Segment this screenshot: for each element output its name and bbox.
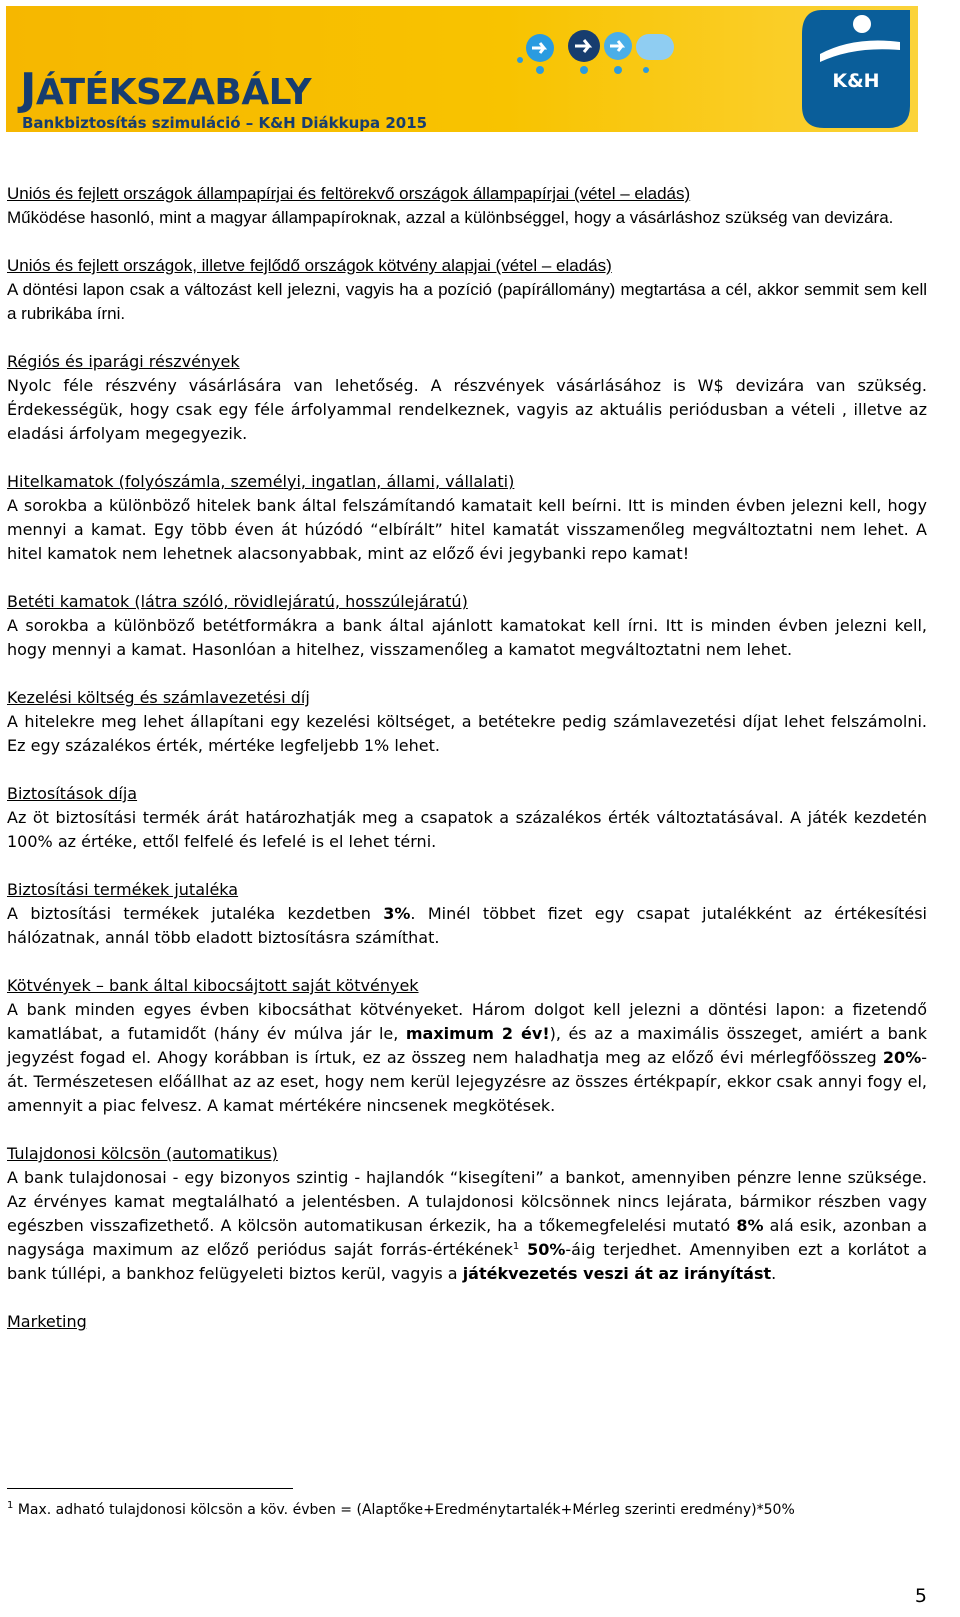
section-text: A bank tulajdonosai - egy bizonyos szintig - hajlandók “kisegíteni” a bankot, amennyiben pénzre lenne szüksége. Az érvényes kamat megtalálható a jelentésben. A tulajdonosi kölcsönnek nincs lejárata, bármikor részben vagy egészben visszafizethető. A kölcsön automatikusan érkezik, ha a tőkemegfelelési mutató 8% alá esik, azonban a nagysága maximum az előző periódus saját forrás-értékének$^1$ 50%-áig terjedhet. Amennyiben ezt a korlátot a bank túllépi, a bankhoz felügyeleti biztos kerül, vagyis a játékvezetés veszi át az irányítást. [7,1168,928,1283]
section-heading: Hitelkamatok (folyószámla, személyi, ingatlan, állami, vállalati) [7,472,515,491]
section-heading: Uniós és fejlett országok állampapírjai és feltörekvő országok állampapírjai (vétel – eladás) [7,184,691,203]
section-text: A sorokba a különböző hitelek bank által felszámítandó kamatait kell beírni. Itt is minden évben jelezni kell, hogy mennyi a kamat. Egy több éven át húzódó “elbírált” hitel kamatát visszamenőleg megváltoztatni nem lehet. A hitel kamatok nem lehetnek alacsonyabbak, mint az előző évi jegybanki repo kamat! [7,496,927,563]
section-hitelkamatok [7,470,927,566]
section-kotvenyek [7,974,927,1118]
section-allampapirok [7,182,927,230]
section-heading: Régiós és iparági részvények [7,352,240,371]
footnote [7,1500,927,1520]
section-text: A bank minden egyes évben kibocsáthat kötvényeket. Három dolgot kell jelezni a döntési lapon: a fizetendő kamatlábat, a futamidőt (hány év múlva jár le, maximum 2 év!), és az a maximális összeget, amiért a bank jegyzést fogad el. Ahogy korábban is írtuk, ez az összeg nem haladhatja meg az előző évi mérlegfőösszeg 20%-át. Természetesen előállhat az az eset, hogy nem kerül lejegyzésre az összes értékpapír, ekkor csak annyi fogy el, amennyit a piac felvesz. A kamat mértékére nincsenek megkötések. [7,1000,927,1115]
section-beteti-kamatok [7,590,927,662]
section-heading: Betéti kamatok (látra szóló, rövidlejáratú, hosszúlejáratú) [7,592,468,611]
section-text: Működése hasonló, mint a magyar állampapíroknak, azzal a különbséggel, hogy a vásárláshoz szükség van devizára. [7,208,894,227]
arrows-graphic-icon [506,26,736,76]
footnote-marker: 1 [7,1500,14,1511]
section-heading: Biztosítások díja [7,784,138,803]
section-text: A biztosítási termékek jutaléka kezdetben 3%. Minél többet fizet egy csapat jutalékként az értékesítési hálózatnak, annál több eladott biztosításra számíthat. [7,904,928,947]
section-jutalek [7,878,927,950]
section-biztositasok-dija [7,782,927,854]
section-heading: Uniós és fejlett országok, illetve fejlődő országok kötvény alapjai (vétel – eladás) [7,256,612,275]
section-heading: Biztosítási termékek jutaléka [7,880,239,899]
section-text: Az öt biztosítási termék árát határozhatják meg a csapatok a százalékos érték változtatásával. A játék kezdetén 100% az értéke, ettől felfelé és lefelé is el lehet térni. [7,808,927,851]
section-reszvenyek [7,350,927,446]
kh-logo [802,10,910,128]
footnote-ref: 1 [512,1241,520,1252]
section-heading: Tulajdonosi kölcsön (automatikus) [7,1144,278,1163]
footnote-text: Max. adható tulajdonosi kölcsön a köv. évben = (Alaptőke+Eredménytartalék+Mérleg szerinti eredmény)*50% [13,1502,795,1518]
section-text: A sorokba a különböző betétformákra a bank által ajánlott kamatokat kell írni. Itt is minden évben jelezni kell, hogy mennyi a kamat. Hasonlóan a hitelhez, visszamenőleg a kamatot megváltoztatni nem lehet. [7,616,927,659]
section-kezelesi-koltseg [7,686,927,758]
section-heading: Kezelési költség és számlavezetési díj [7,688,310,707]
header-banner [6,6,918,132]
section-text: A döntési lapon csak a változást kell jelezni, vagyis ha a pozíció (papírállomány) megtartása a cél, akkor semmit sem kell a rubrikába írni. [7,280,927,323]
document-title: JÁTÉKSZABÁLY [20,64,312,115]
logo-text: K&H [832,70,880,92]
section-marketing [7,1310,927,1334]
section-heading: Kötvények – bank által kibocsájtott saját kötvények [7,976,419,995]
section-tulajdonosi-kolcson [7,1142,927,1286]
section-heading: Marketing [7,1312,87,1331]
section-text: A hitelekre meg lehet állapítani egy kezelési költséget, a betétekre pedig számlavezetési díjat lehet felszámolni. Ez egy százalékos érték, mértéke legfeljebb 1% lehet. [7,712,927,755]
section-text: Nyolc féle részvény vásárlására van lehetőség. A részvények vásárlásához is W$ devizára van szükség. Érdekességük, hogy csak egy féle árfolyammal rendelkeznek, vagyis az aktuális periódusban a vételi , illetve az eladási árfolyam megegyezik. [7,376,927,443]
document-subtitle: Bankbiztosítás szimuláció – K&H Diákkupa 2015 [22,114,428,132]
footnote-divider [7,1488,293,1489]
section-kotveny-alapok [7,254,927,326]
page-number: 5 [914,1585,927,1607]
document-body [7,182,927,1358]
